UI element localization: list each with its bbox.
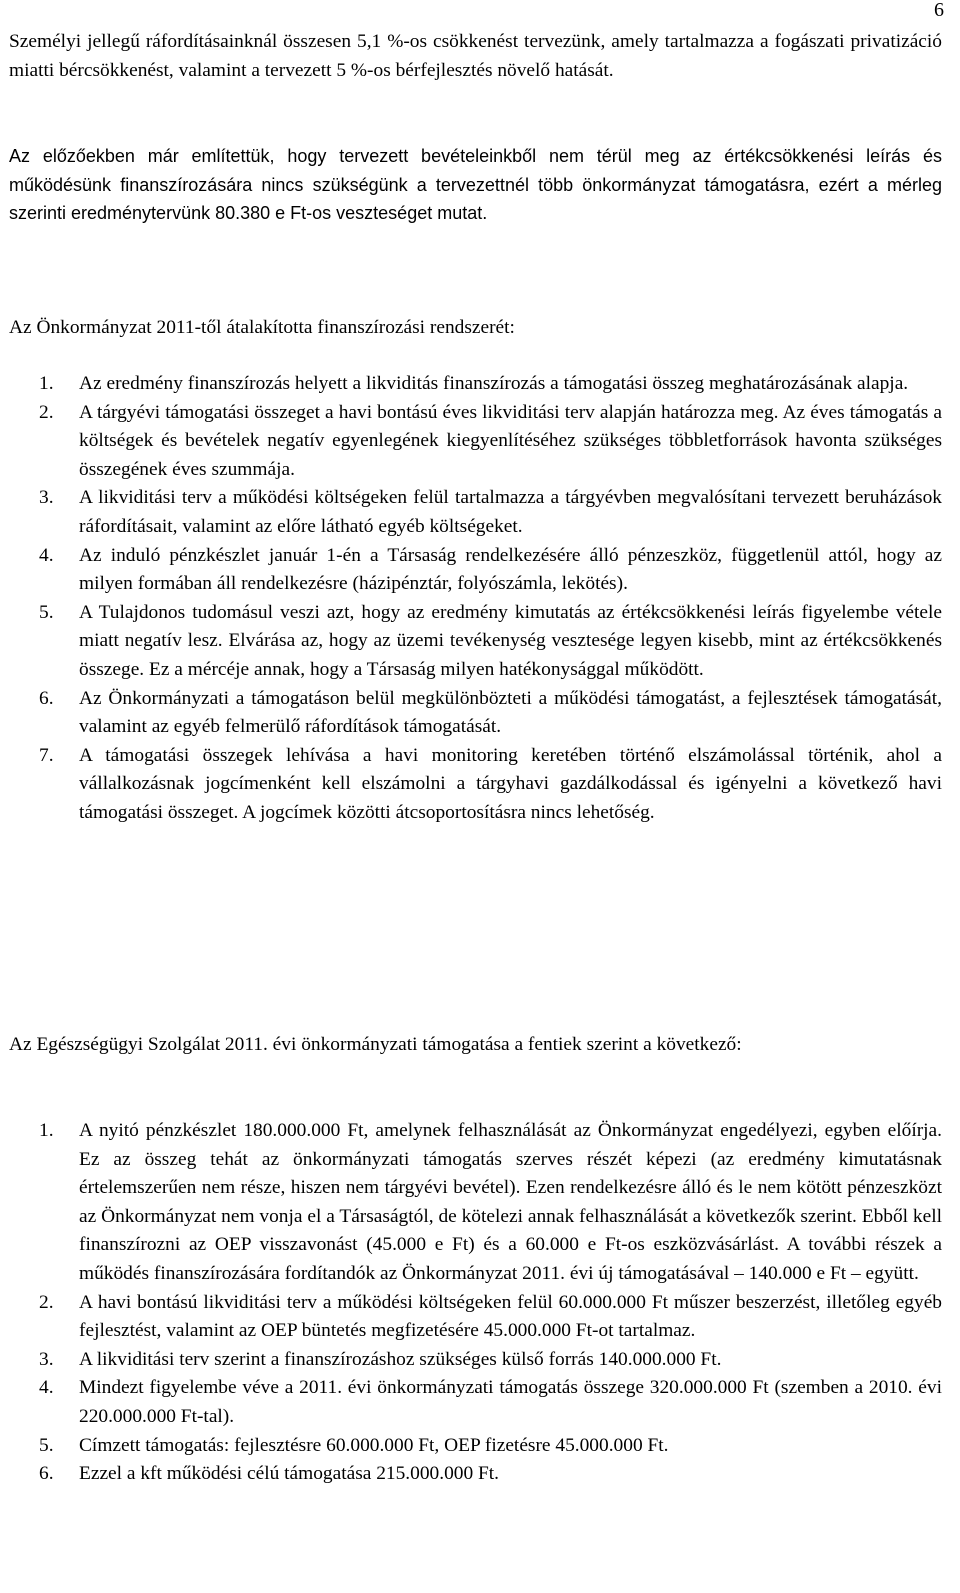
list-item [9, 1374, 942, 1431]
paragraph-support-intro [9, 1031, 942, 1060]
paragraph-financing-intro [9, 314, 942, 343]
paragraph-loss-summary [9, 142, 942, 228]
financing-rules-list [9, 370, 942, 828]
list-item-text: A likviditási terv szerint a finanszírozáshoz szükséges külső forrás 140.000.000 Ft. [79, 1348, 722, 1370]
list-item-number: 3. [39, 1348, 54, 1370]
list-item-text: A tárgyévi támogatási összeget a havi bontású éves likviditási terv alapján határozza meg. Az éves támogatás a költségek és bevételek negatív egyenlegének kiegyenlítéséhez szükséges többletforrások havonta szükséges összegének éves szummája. [79, 401, 942, 480]
list-item [9, 484, 942, 541]
list-item-number: 3. [39, 487, 54, 509]
list-item [9, 1289, 942, 1346]
list-item-text: Címzett támogatás: fejlesztésre 60.000.000 Ft, OEP fizetésre 45.000.000 Ft. [79, 1434, 669, 1456]
list-item [9, 1117, 942, 1289]
list-item-text: A támogatási összegek lehívása a havi monitoring keretében történő elszámolással történik, ahol a vállalkozásnak jogcímenként kell elszámolni a tárgyhavi gazdálkodással és igényelni a következő havi támogatási összeget. A jogcímek közötti átcsoportosításra nincs lehetőség. [79, 744, 942, 823]
list-item-text: Mindezt figyelembe véve a 2011. évi önkormányzati támogatás összege 320.000.000 Ft (szemben a 2010. évi 220.000.000 Ft-tal). [79, 1377, 942, 1427]
list-item-number: 6. [39, 687, 54, 709]
list-item-number: 2. [39, 1291, 54, 1313]
list-item-number: 6. [39, 1463, 54, 1485]
list-item-text: A likviditási terv a működési költségeken felül tartalmazza a tárgyévben megvalósítani tervezett beruházások ráfordításait, valamint az előre látható egyéb költségeket. [79, 487, 942, 537]
list-item-text: Az induló pénzkészlet január 1-én a Társaság rendelkezésére álló pénzeszköz, függetlenül attól, hogy az milyen formában áll rendelkezésre (házipénztár, folyószámla, lekötés). [79, 544, 942, 595]
list-item-text: Az eredmény finanszírozás helyett a likviditás finanszírozás a támogatási összeg meghatározásának alapja. [79, 373, 909, 394]
support-details-list [9, 1117, 942, 1489]
page-number: 6 [934, 0, 944, 21]
list-item [9, 599, 942, 685]
list-item [9, 1460, 942, 1489]
list-item [9, 1346, 942, 1375]
list-item-text: A havi bontású likviditási terv a működési költségeken felül 60.000.000 Ft műszer beszerzést, illetőleg egyéb fejlesztést, valamint az OEP büntetés megfizetésére 45.000.000 Ft-ot tartalmaz. [79, 1291, 942, 1342]
list-item [9, 685, 942, 742]
list-item [9, 370, 942, 399]
list-item-number: 1. [39, 1120, 54, 1141]
list-item-text: A Tulajdonos tudomásul veszi azt, hogy az eredmény kimutatás az értékcsökkenési leírás figyelembe vétele miatt negatív lesz. Elvárása az, hogy az üzemi tevékenység vesztesége legyen kisebb, mint az értékcsökkenés összege. Ez a mércéje annak, hogy a Társaság milyen hatékonysággal működött. [79, 601, 942, 680]
list-item-text: Az Önkormányzati a támogatáson belül megkülönbözteti a működési támogatást, a fejlesztések támogatását, valamint az egyéb felmerülő ráfordítások támogatását. [79, 687, 942, 738]
list-item-number: 4. [39, 1377, 54, 1399]
list-item-number: 4. [39, 544, 54, 566]
list-item [9, 542, 942, 599]
paragraph-text: Az Egészségügyi Szolgálat 2011. évi önkormányzati támogatása a fentiek szerint a következő: [9, 1034, 742, 1055]
paragraph-text: Az Önkormányzat 2011-től átalakította finanszírozási rendszerét: [9, 317, 515, 338]
list-item-number: 1. [39, 373, 54, 394]
paragraph-text: Az előzőekben már említettük, hogy tervezett bevételeinkből nem térül meg az értékcsökkenési leírás és működésünk finanszírozására nincs szükségünk a tervezettnél több önkormányzat támogatásra, ezért a mérleg szerinti eredménytervünk 80.380 e Ft-os veszteséget mutat. [9, 146, 942, 224]
list-item-text: Ezzel a kft működési célú támogatása 215.000.000 Ft. [79, 1463, 500, 1485]
list-item [9, 742, 942, 828]
list-item-number: 5. [39, 601, 54, 623]
paragraph-text: Személyi jellegű ráfordításainknál összesen 5,1 %-os csökkenést tervezünk, amely tartalmazza a fogászati privatizáció miatti bércsökkenést, valamint a tervezett 5 %-os bérfejlesztés növelő hatását. [9, 31, 942, 81]
list-item-number: 5. [39, 1434, 54, 1456]
list-item-text: A nyitó pénzkészlet 180.000.000 Ft, amelynek felhasználását az Önkormányzat engedélyezi, egyben előírja. Ez az összeg tehát az önkormányzati támogatás szerves részét képezi (az eredmény kimutatásnak értelemszerűen nem része, hiszen nem tárgyévi bevétel). Ezen rendelkezésre álló és le nem kötött pénzeszközt az Önkormányzat nem vonja el a Társaságtól, de kötelezi annak felhasználását a következők szerint. Ebből kell finanszírozni az OEP visszavonást (45.000 e Ft) és a 60.000 e Ft-os eszközvásárlást. A további részek a működés finanszírozására fordítandók az Önkormányzat 2011. évi új támogatásával – 140.000 e Ft – együtt. [79, 1120, 942, 1284]
list-item [9, 399, 942, 485]
paragraph-personnel-costs [9, 28, 942, 85]
list-item [9, 1432, 942, 1461]
list-item-number: 7. [39, 744, 54, 766]
list-item-number: 2. [39, 401, 54, 423]
